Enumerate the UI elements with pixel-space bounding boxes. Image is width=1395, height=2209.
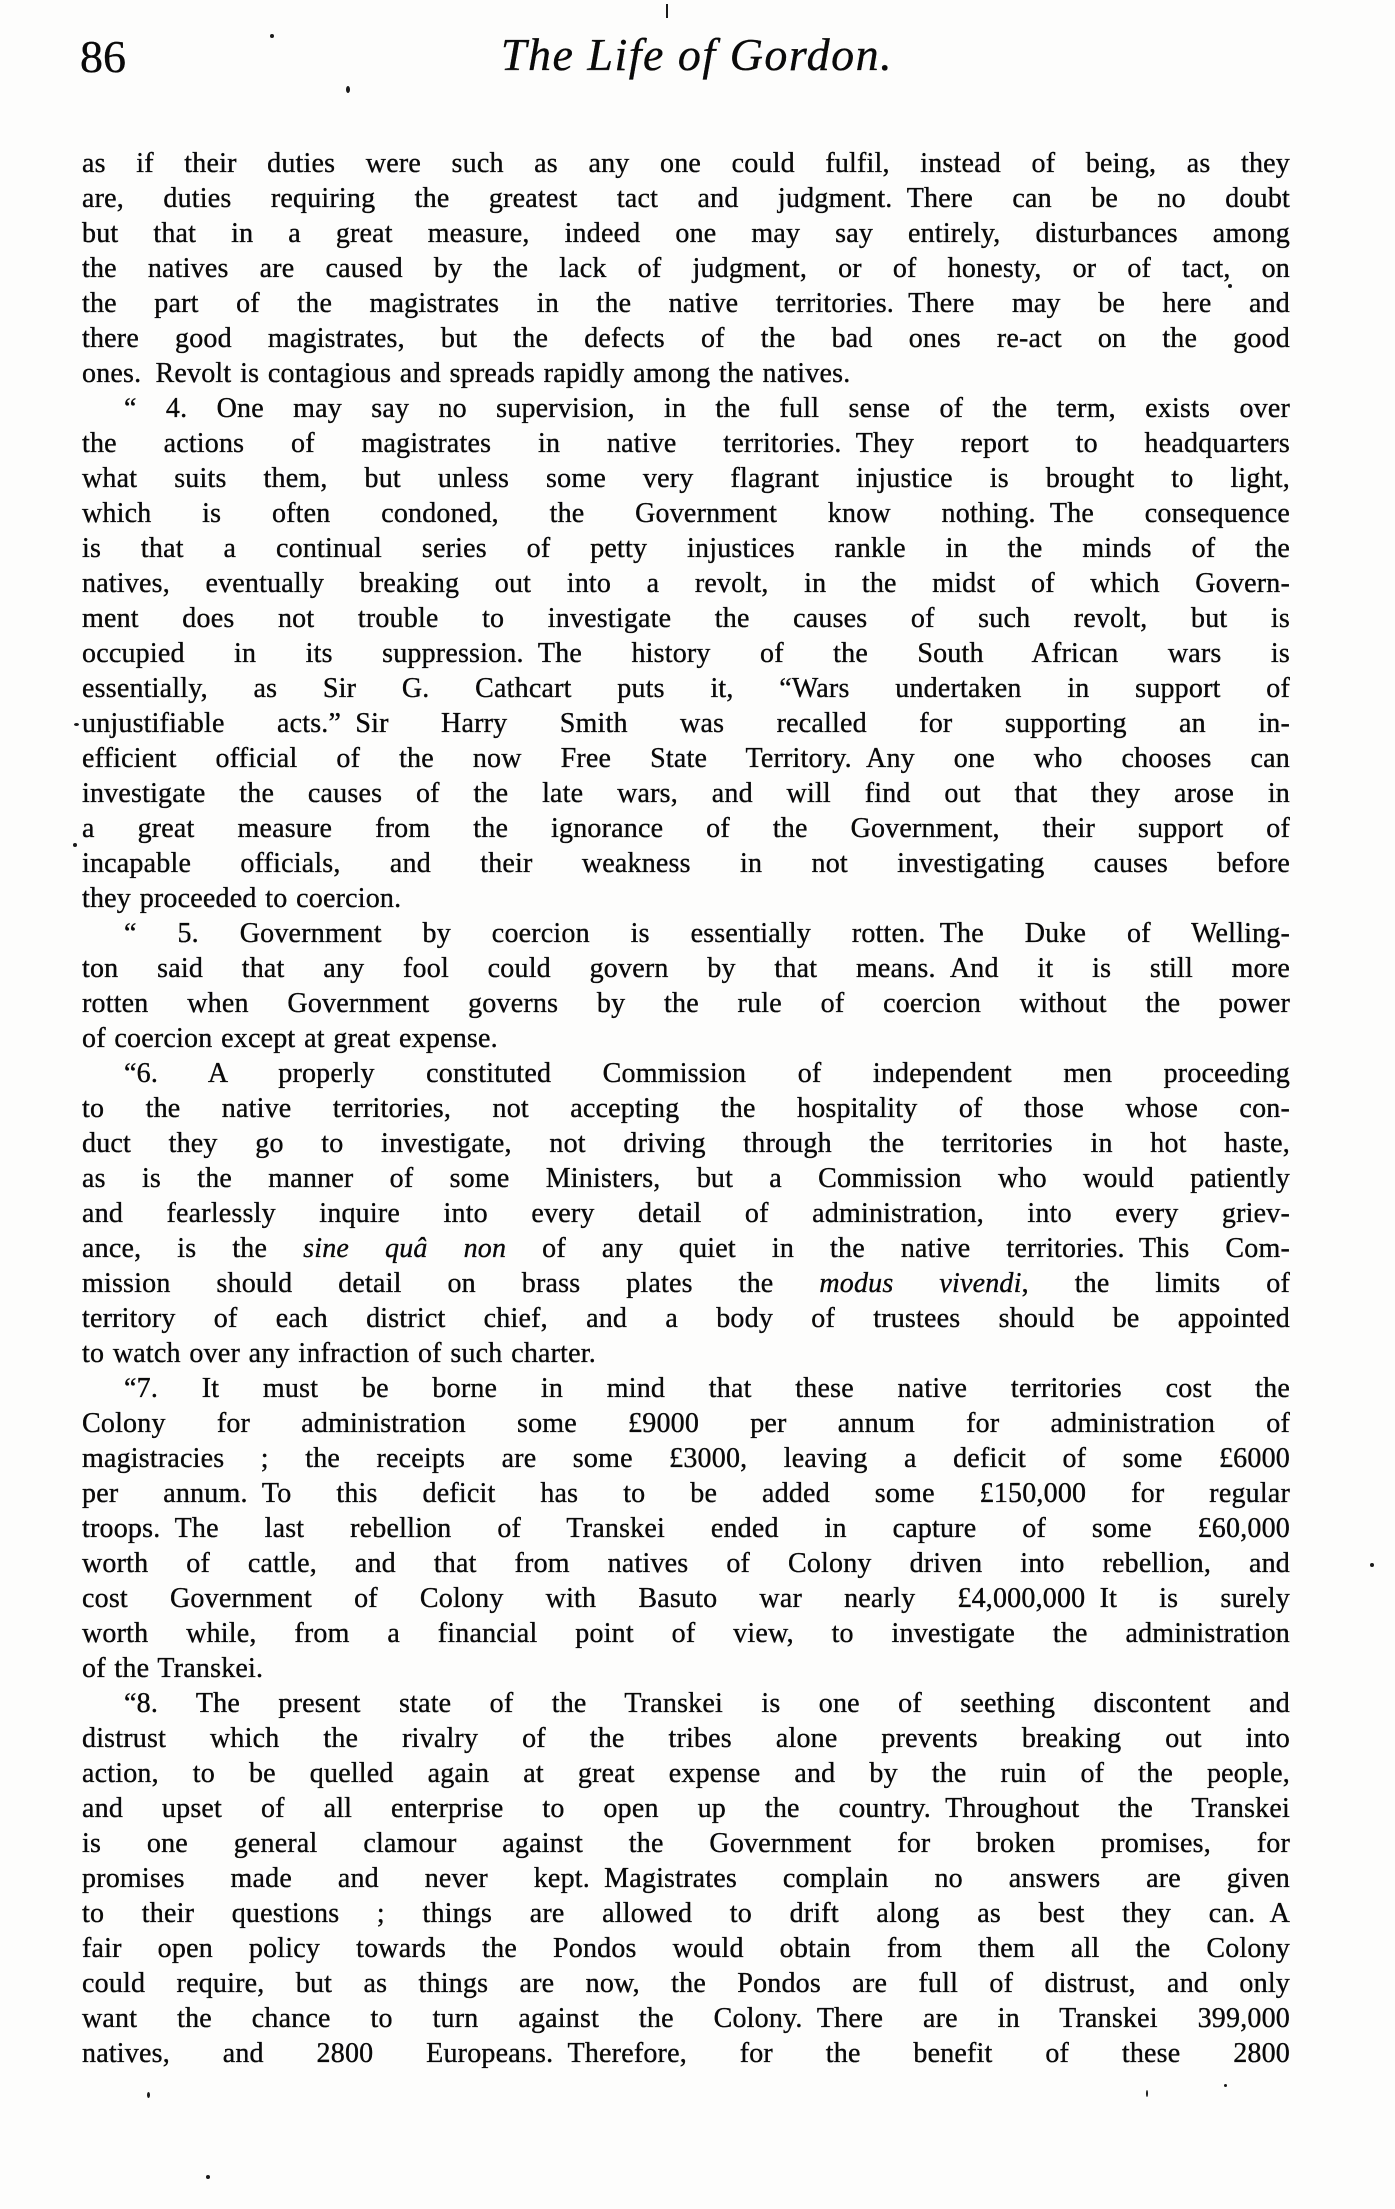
- text-line: “6. A properly constituted Commission of independent men proceeding: [124, 1058, 1290, 1089]
- paragraph-item-4: [82, 391, 1290, 916]
- text-line: to their questions ; things are allowed to drift along as best they can. A: [82, 1898, 1290, 1929]
- text-line: is that a continual series of petty injustices rankle in the minds of the: [82, 533, 1290, 564]
- text-line: “7. It must be borne in mind that these native territories cost the: [124, 1373, 1290, 1404]
- text-line: troops. The last rebellion of Transkei ended in capture of some £60,000: [82, 1513, 1290, 1544]
- scan-speck: [1228, 284, 1232, 288]
- text-line: “ 5. Government by coercion is essentially rotten. The Duke of Welling-: [124, 918, 1290, 949]
- text-line: a great measure from the ignorance of the Government, their support of: [82, 813, 1290, 844]
- scan-speck: [73, 843, 77, 847]
- scan-speck: [1224, 2084, 1227, 2087]
- text-line: [82, 1266, 1290, 1301]
- text-line: action, to be quelled again at great expense and by the ruin of the people,: [82, 1758, 1290, 1789]
- text-line: of coercion except at great expense.: [82, 1023, 498, 1054]
- text-line: but that in a great measure, indeed one may say entirely, disturbances among: [82, 218, 1290, 249]
- text-line: ones. Revolt is contagious and spreads rapidly among the natives.: [82, 358, 851, 389]
- text-line: promises made and never kept. Magistrates complain no answers are given: [82, 1863, 1290, 1894]
- paragraph-continuation: [82, 146, 1290, 391]
- text-line: duct they go to investigate, not driving through the territories in hot haste,: [82, 1128, 1290, 1159]
- text-line: could require, but as things are now, the Pondos are full of distrust, and only: [82, 1968, 1290, 1999]
- text-line: which is often condoned, the Government know nothing. The consequence: [82, 498, 1290, 529]
- text-line: and upset of all enterprise to open up the country. Throughout the Transkei: [82, 1793, 1290, 1824]
- text-line: worth of cattle, and that from natives of Colony driven into rebellion, and: [82, 1548, 1290, 1579]
- text-line: to the native territories, not accepting the hospitality of those whose con-: [82, 1093, 1290, 1124]
- scan-speck: [74, 723, 79, 726]
- scan-speck: [147, 2092, 150, 2098]
- text-line: [82, 1231, 1290, 1266]
- scan-speck: [270, 34, 274, 38]
- text-line: worth while, from a financial point of view, to investigate the administration: [82, 1618, 1290, 1649]
- text-line: there good magistrates, but the defects of the bad ones re-act on the good: [82, 323, 1290, 354]
- running-header-title: The Life of Gordon.: [500, 29, 894, 80]
- scan-edge-mark: [666, 4, 668, 18]
- text-line: “8. The present state of the Transkei is one of seething discontent and: [124, 1688, 1290, 1719]
- text-line: and fearlessly inquire into every detail of administration, into every griev-: [82, 1198, 1290, 1229]
- page-number: 86: [80, 31, 126, 82]
- text-line: unjustifiable acts.” Sir Harry Smith was recalled for supporting an in-: [82, 708, 1290, 739]
- text-line: the natives are caused by the lack of judgment, or of honesty, or of tact, on: [82, 253, 1290, 284]
- paragraph-item-7: [82, 1371, 1290, 1686]
- text-line: occupied in its suppression. The history of the South African wars is: [82, 638, 1290, 669]
- text-line: as if their duties were such as any one could fulfil, instead of being, as they: [82, 148, 1290, 179]
- text-segment: ance, is the: [82, 1233, 304, 1264]
- text-line: per annum. To this deficit has to be added some £150,000 for regular: [82, 1478, 1290, 1509]
- text-line: fair open policy towards the Pondos would obtain from them all the Colony: [82, 1933, 1290, 1964]
- text-line: ment does not trouble to investigate the causes of such revolt, but is: [82, 603, 1290, 634]
- text-line: cost Government of Colony with Basuto war nearly £4,000,000 It is surely: [82, 1583, 1290, 1614]
- paragraph-item-6: [82, 1056, 1290, 1371]
- text-line: of the Transkei.: [82, 1653, 264, 1684]
- text-line: ton said that any fool could govern by that means. And it is still more: [82, 953, 1290, 984]
- text-line: incapable officials, and their weakness in not investigating causes before: [82, 848, 1290, 879]
- text-line: “ 4. One may say no supervision, in the full sense of the term, exists over: [124, 393, 1290, 424]
- text-line: as is the manner of some Ministers, but a Commission who would patiently: [82, 1163, 1290, 1194]
- paragraph-item-8: [82, 1686, 1290, 2071]
- scan-speck: [346, 86, 350, 93]
- scan-speck: [1370, 1563, 1374, 1567]
- text-line: essentially, as Sir G. Cathcart puts it, “Wars undertaken in support of: [82, 673, 1290, 704]
- italic-phrase: modus vivendi: [819, 1268, 1022, 1299]
- text-line: is one general clamour against the Government for broken promises, for: [82, 1828, 1290, 1859]
- text-line: want the chance to turn against the Colony. There are in Transkei 399,000: [82, 2003, 1290, 2034]
- text-line: territory of each district chief, and a body of trustees should be appointed: [82, 1303, 1290, 1334]
- text-line: Colony for administration some £9000 per annum for administration of: [82, 1408, 1290, 1439]
- page-body: [82, 146, 1290, 2071]
- text-segment: mission should detail on brass plates the: [82, 1268, 820, 1299]
- text-line: what suits them, but unless some very flagrant injustice is brought to light,: [82, 463, 1290, 494]
- text-segment: of any quiet in the native territories. This Com-: [506, 1233, 1290, 1264]
- text-line: investigate the causes of the late wars, and will find out that they arose in: [82, 778, 1290, 809]
- text-line: they proceeded to coercion.: [82, 883, 402, 914]
- text-line: natives, and 2800 Europeans. Therefore, for the benefit of these 2800: [82, 2038, 1290, 2069]
- text-line: distrust which the rivalry of the tribes alone prevents breaking out into: [82, 1723, 1290, 1754]
- text-line: to watch over any infraction of such charter.: [82, 1338, 596, 1369]
- text-line: magistracies ; the receipts are some £3000, leaving a deficit of some £6000: [82, 1443, 1290, 1474]
- text-line: natives, eventually breaking out into a revolt, in the midst of which Govern-: [82, 568, 1290, 599]
- italic-phrase: sine quâ non: [303, 1233, 507, 1264]
- text-segment: , the limits of: [1021, 1268, 1291, 1299]
- paragraph-item-5: [82, 916, 1290, 1056]
- text-line: are, duties requiring the greatest tact and judgment. There can be no doubt: [82, 183, 1290, 214]
- text-line: the part of the magistrates in the native territories. There may be here and: [82, 288, 1290, 319]
- text-line: efficient official of the now Free State Territory. Any one who chooses can: [82, 743, 1290, 774]
- text-line: rotten when Government governs by the rule of coercion without the power: [82, 988, 1290, 1019]
- scan-speck: [1146, 2090, 1148, 2097]
- text-line: the actions of magistrates in native territories. They report to headquarters: [82, 428, 1290, 459]
- scan-speck: [206, 2175, 210, 2179]
